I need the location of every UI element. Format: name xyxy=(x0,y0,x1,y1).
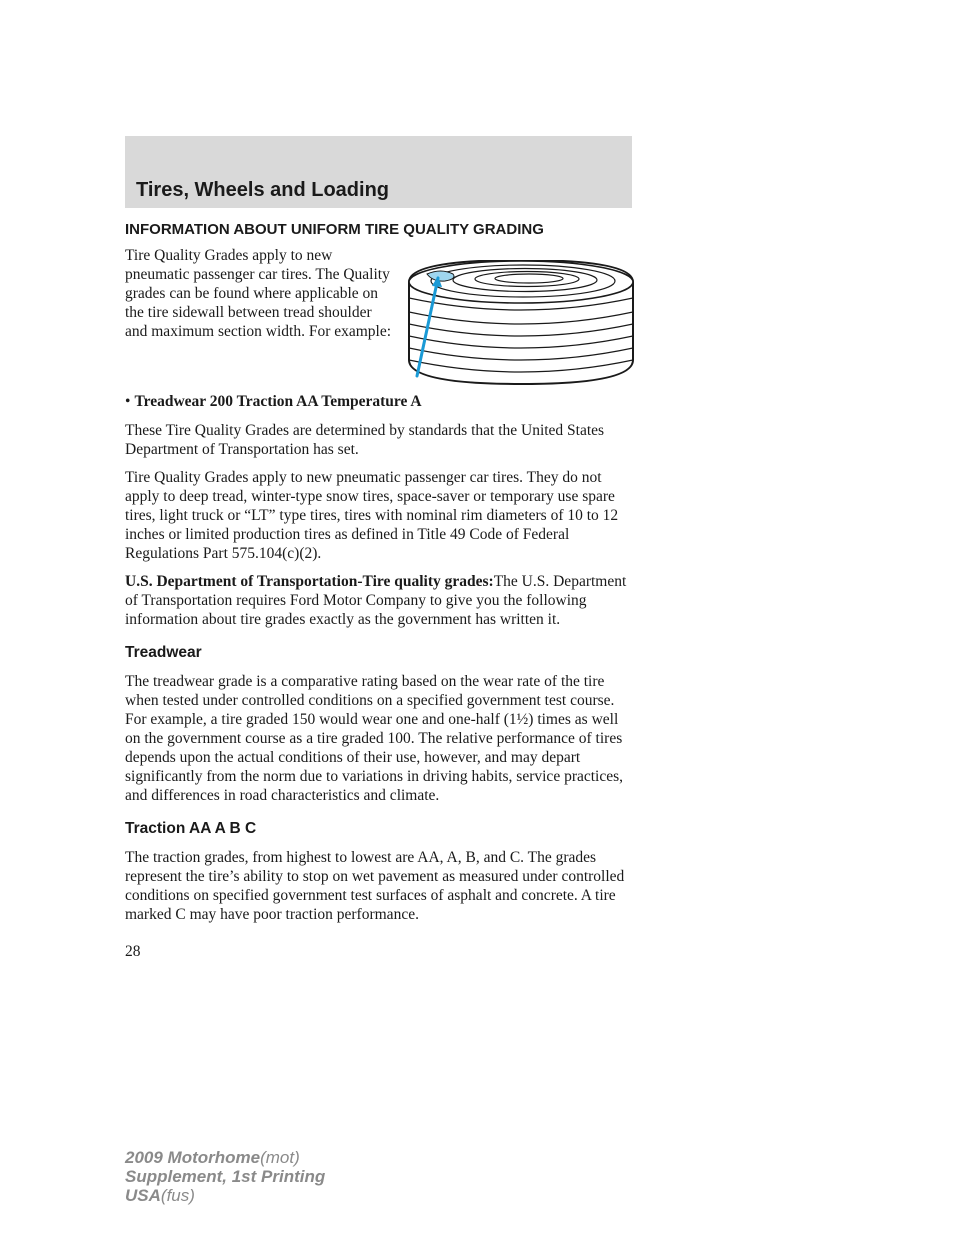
footer-market: USA xyxy=(125,1186,161,1205)
footer-market-code: (fus) xyxy=(160,1186,195,1205)
dot-paragraph xyxy=(125,572,635,629)
treadwear-heading: Treadwear xyxy=(125,644,202,661)
document-footer xyxy=(125,1148,325,1205)
standards-paragraph: These Tire Quality Grades are determined by standards that the United States Department of Transportation has set. xyxy=(125,422,605,458)
example-bullet-text: Treadwear 200 Traction AA Temperature A xyxy=(134,393,422,410)
page-content xyxy=(125,220,635,933)
bullet-dot: • xyxy=(125,393,131,410)
footer-line-3 xyxy=(125,1186,325,1205)
intro-paragraph: Tire Quality Grades apply to new pneumatic passenger car tires. The Quality grades can be found where applicable on the tire sidewall between tread shoulder and maximum section width. For example: xyxy=(125,247,392,340)
intro-row xyxy=(125,246,635,384)
traction-heading: Traction AA A B C xyxy=(125,820,257,837)
main-heading: INFORMATION ABOUT UNIFORM TIRE QUALITY GRADING xyxy=(125,221,544,238)
tire-illustration xyxy=(405,260,637,388)
treadwear-paragraph: The treadwear grade is a comparative rating based on the wear rate of the tire when tested under controlled conditions on a specified government test course. For example, a tire graded 150 would wear one and one-half (1½) times as well on the government course as a tire graded 100. The relative performance of tires depends upon the actual conditions of their use, however, and may depart significantly from the norm due to variations in driving habits, service practices, and differences in road characteristics and climate. xyxy=(125,673,624,804)
page-number: 28 xyxy=(125,943,141,960)
dot-body: The U.S. Department of Transportation requires Ford Motor Company to give you the following information about tire grades exactly as the government has written it. xyxy=(125,573,627,628)
footer-line-1 xyxy=(125,1148,325,1167)
example-bullet xyxy=(125,392,635,411)
footer-model: 2009 Motorhome xyxy=(125,1148,261,1167)
section-title: Tires, Wheels and Loading xyxy=(136,179,390,201)
footer-model-code: (mot) xyxy=(260,1148,300,1167)
footer-line-2 xyxy=(125,1167,325,1186)
applicability-paragraph: Tire Quality Grades apply to new pneumatic passenger car tires. They do not apply to deep tread, winter-type snow tires, space-saver or temporary use spare tires, light truck or “LT” type tires, tires with nominal rim diameters of 10 to 12 inches or limited production tires as defined in Title 49 Code of Federal Regulations Part 575.104(c)(2). xyxy=(125,469,619,562)
section-header-band xyxy=(125,136,632,208)
footer-printing: Supplement, 1st Printing xyxy=(125,1167,326,1186)
traction-paragraph: The traction grades, from highest to lowest are AA, A, B, and C. The grades represent the tire’s ability to stop on wet pavement as measured under controlled conditions on specified government test surfaces of asphalt and concrete. A tire marked C may have poor traction performance. xyxy=(125,849,625,923)
dot-lead: U.S. Department of Transportation-Tire quality grades: xyxy=(125,573,494,590)
